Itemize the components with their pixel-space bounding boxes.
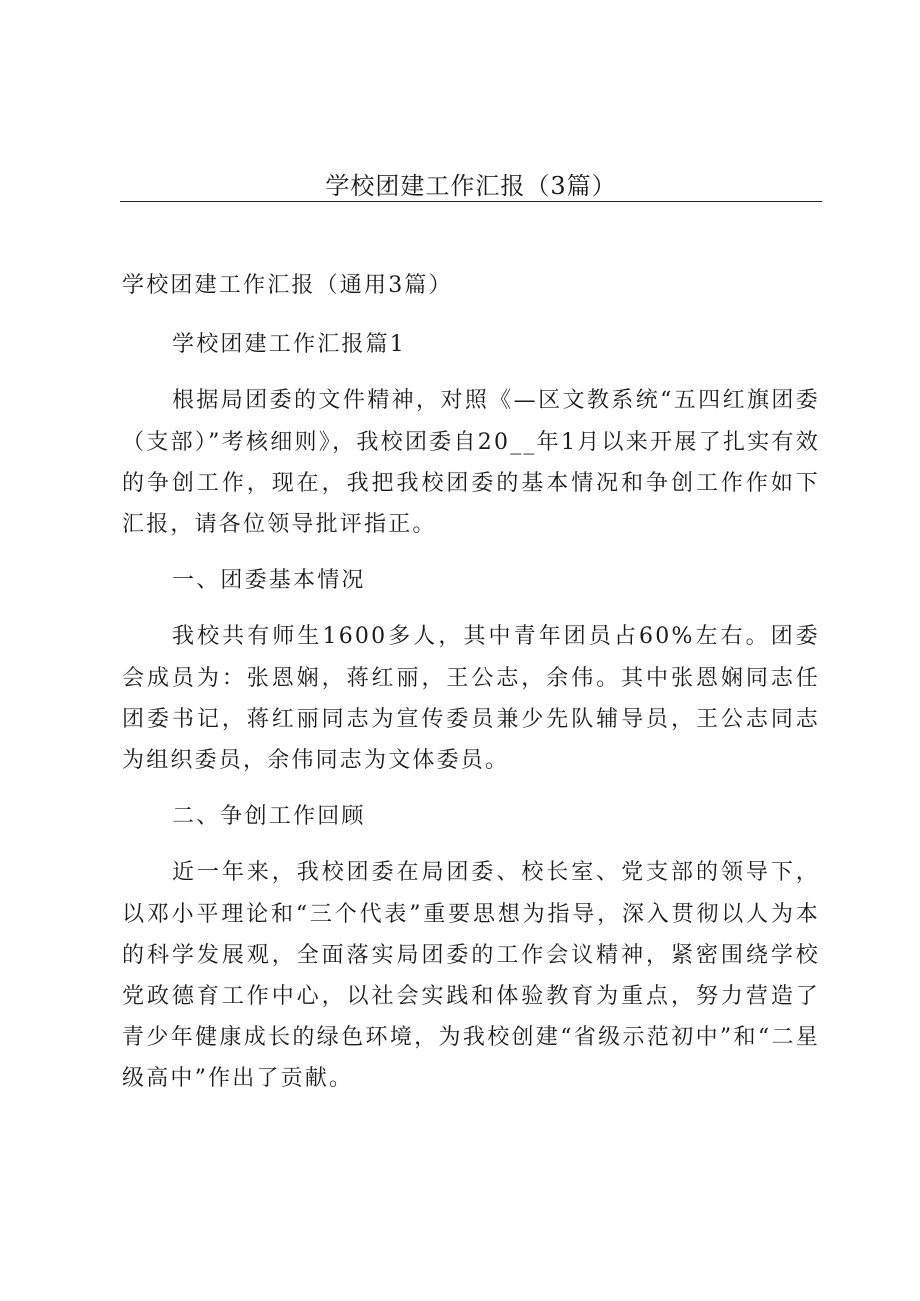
paragraph-intro: 根据局团委的文件精神，对照《—区文教系统“五四红旗团委（支部）”考核细则》，我校团委自20__年1月以来开展了扎实有效的争创工作，现在，我把我校团委的基本情况和争创工作作如下汇报，请各位领导批评指正。 xyxy=(122,388,820,538)
paragraph-basic-situation: 我校共有师生1600多人，其中青年团员占60%左右。团委会成员为：张恩娴，蒋红丽，王公志，余伟。其中张恩娴同志任团委书记，蒋红丽同志为宣传委员兼少先队辅导员，王公志同志为组织委员，余伟同志为文体委员。 xyxy=(122,624,820,774)
paragraph-work-review: 近一年来，我校团委在局团委、校长室、党支部的领导下，以邓小平理论和“三个代表”重要思想为指导，深入贯彻以人为本的科学发展观，全面落实局团委的工作会议精神，紧密围绕学校党政德育工作中心，以社会实践和体验教育为重点，努力营造了青少年健康成长的绿色环境，为我校创建“省级示范初中”和“二星级高中”作出了贡献。 xyxy=(122,860,820,1092)
title-divider xyxy=(120,201,822,202)
document-title: 学校团建工作汇报（3篇） xyxy=(325,172,617,200)
document-subtitle: 学校团建工作汇报（通用3篇） xyxy=(122,273,453,298)
section-title: 学校团建工作汇报篇1 xyxy=(172,332,406,358)
heading-work-review: 二、争创工作回顾 xyxy=(172,804,366,830)
heading-basic-situation: 一、团委基本情况 xyxy=(172,568,366,594)
document-body xyxy=(122,265,820,1100)
